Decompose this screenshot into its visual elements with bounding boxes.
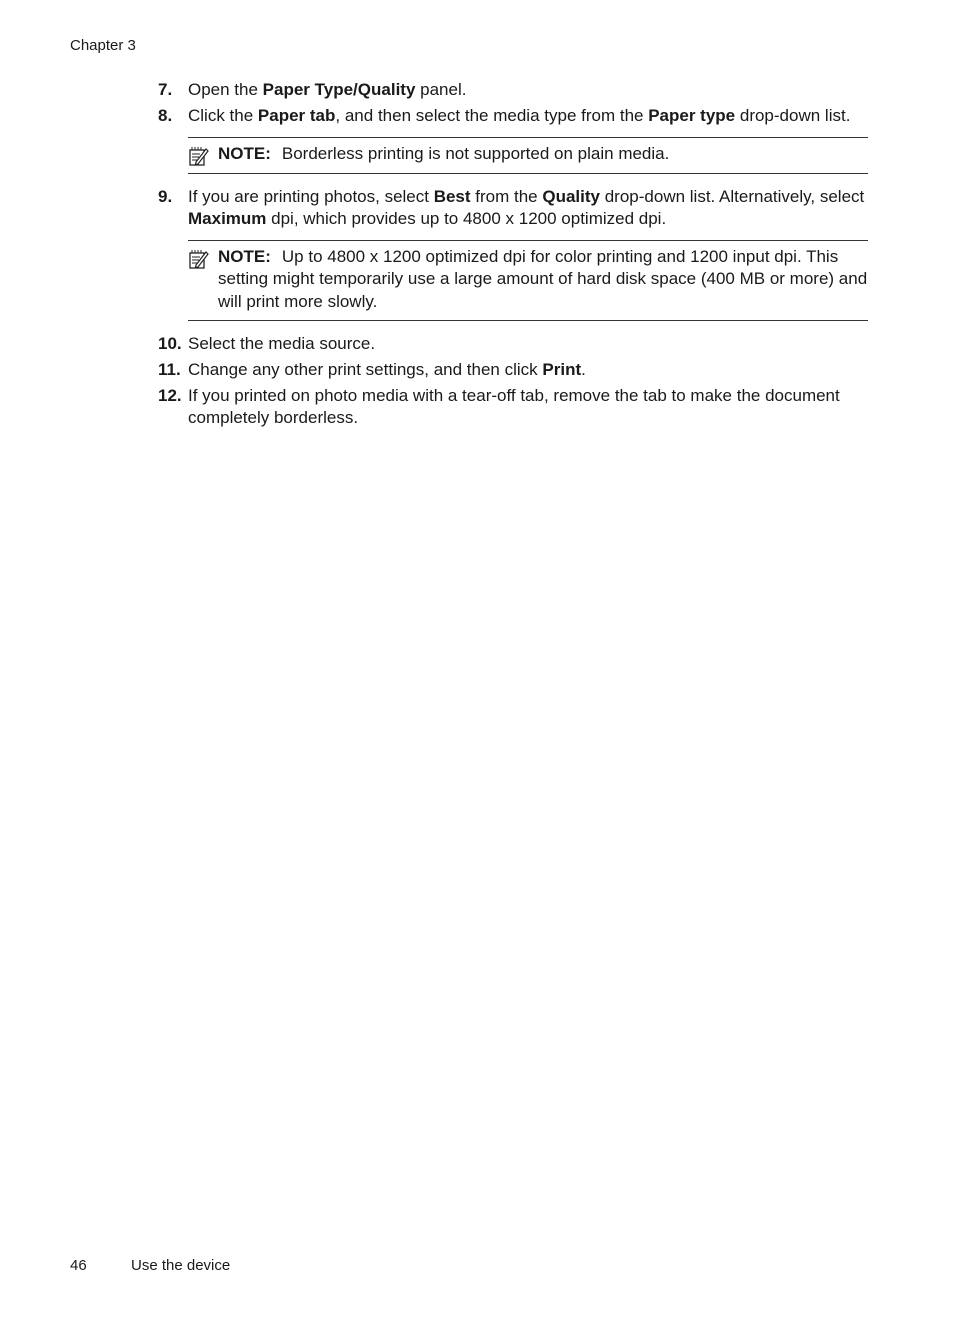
page-number: 46 — [70, 1257, 87, 1274]
ui-term: Print — [542, 360, 582, 379]
note-text: Borderless printing is not supported on plain media. — [281, 144, 670, 163]
step-text: , and then select the media type from the — [335, 106, 649, 125]
note-pencil-icon — [188, 145, 210, 167]
step-text: drop-down list. — [735, 106, 851, 125]
step-number: 11. — [158, 360, 181, 379]
footer-title: Use the device — [131, 1257, 231, 1274]
chapter-header: Chapter 3 — [70, 37, 136, 54]
note-text: Up to 4800 x 1200 optimized dpi for color printing and 1200 input dpi. This setting might temporarily use a large amount of hard disk space (400 MB or more) and will print more slowly. — [218, 246, 868, 311]
step-text: If you printed on photo media with a tear-off tab, remove the tab to make the document completely borderless. — [188, 386, 840, 427]
step-text: Select the media source. — [188, 334, 376, 353]
step-text: drop-down list. Alternatively, select — [600, 186, 865, 206]
steps-list — [158, 79, 868, 429]
step-text: panel. — [415, 80, 467, 99]
step-text: Click the — [188, 106, 258, 125]
ui-term: Paper tab — [257, 106, 336, 125]
step-text: If you are printing photos, select — [188, 186, 434, 206]
note-label: NOTE: — [218, 246, 271, 266]
note-label: NOTE: — [218, 144, 271, 163]
step-text: from the — [470, 186, 543, 206]
step-number: 8. — [158, 106, 173, 125]
ui-term: Paper Type/Quality — [262, 80, 416, 99]
note-pencil-icon — [188, 248, 210, 270]
step-text: dpi, which provides up to 4800 x 1200 optimized dpi. — [266, 208, 667, 228]
step-number: 9. — [158, 186, 173, 206]
ui-term: Paper type — [648, 106, 736, 125]
step-7 — [158, 79, 868, 101]
step-number: 7. — [158, 80, 173, 99]
step-8 — [158, 105, 868, 127]
step-number: 12. — [158, 386, 182, 405]
ui-term: Best — [433, 186, 471, 206]
step-9 — [158, 186, 868, 230]
step-10 — [158, 333, 868, 355]
step-12 — [158, 385, 868, 429]
step-11 — [158, 359, 868, 381]
ui-term: Quality — [542, 186, 600, 206]
note-borderless — [188, 137, 868, 174]
ui-term: Maximum — [188, 208, 267, 228]
note-dpi — [188, 240, 868, 322]
step-text: . — [581, 360, 586, 379]
step-text: Change any other print settings, and then click — [188, 360, 543, 379]
step-text: Open the — [188, 80, 263, 99]
step-number: 10. — [158, 334, 182, 353]
